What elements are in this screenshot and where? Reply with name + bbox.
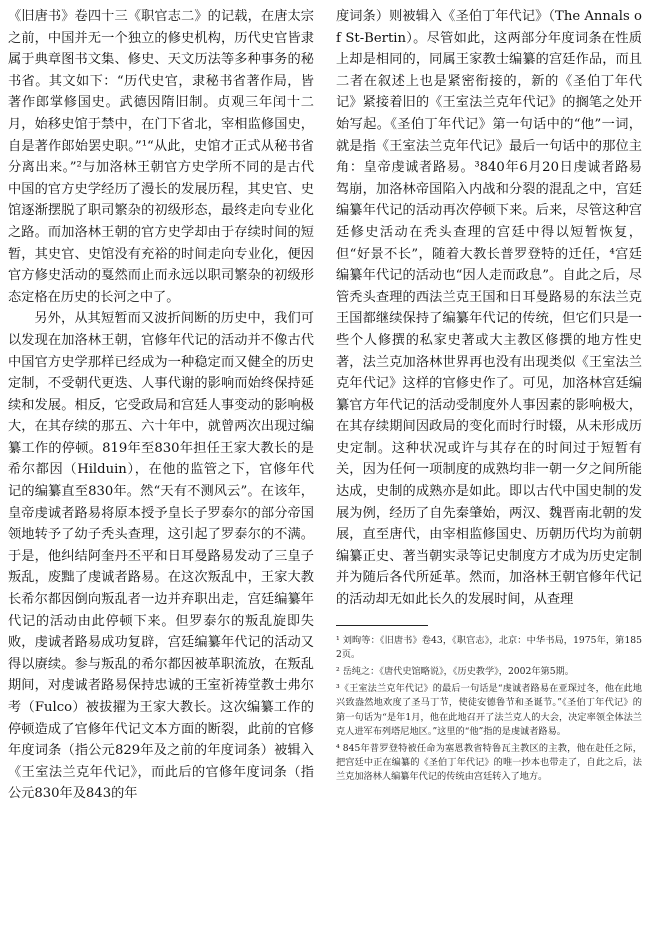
footnote-3: ³《王室法兰克年代记》的最后一句话是“虔诚者路易在亚琛过冬，他在此地兴致盎然地欢度了圣马丁节，使徒安德鲁节和圣诞节。”《圣伯丁年代记》的第一句话为“是年1月，他在此地召开了法兰克人的大会，决定率领全体法兰克人进军布列塔尼地区。”这里的“他”指的是虔诚者路易。	[336, 683, 642, 737]
paragraph: 《旧唐书》卷四十三《职官志二》的记载，在唐太宗之前，中国并无一个独立的修史机构，历代史官皆隶属于典章图书文集、修史、天文历法等多种事务的秘书省。其文如下：“历代史官，隶秘书省著作局，皆著作郎掌修国史。武德因隋旧制。贞观三年闰十二月，始移史馆于禁中，在门下省北，宰相监修国史，自是著作郎始罢史职。”¹“从此，史馆才正式从秘书省分离出来。”²与加洛林王朝官方史学所不同的是古代中国的官方史学经历了漫长的发展历程，其史官、史馆逐渐摆脱了职司繁杂的初级形态，最终走向专业化之路。而加洛林王朝的官方史学却由于存续时间的短暂，其史官、史馆没有充裕的时间走向专业化，便因官方修史活动的戛然而止而永远以职司繁杂的初级形态定格在历史的长河之中了。	[8, 9, 314, 305]
left-column	[8, 6, 314, 805]
footnote-2: ² 岳纯之：《唐代史馆略说》，《历史教学》，2002年第5期。	[336, 666, 574, 678]
footnote-1: ¹ 刘昫等：《旧唐书》卷43，《职官志》，北京：中华书局，1975年，第1852页。	[336, 634, 642, 660]
footnotes	[336, 634, 642, 785]
paragraph: 另外，从其短暂而又波折间断的历史中，我们可以发现在加洛林王朝，官修年代记的活动并不像古代中国官方史学那样已经成为一种稳定而又健全的历史定制，不受朝代更迭、人事代谢的影响而始终保持延续和发展。相反，它受政局和宫廷人事变动的影响极大，在其存续的那五、六十年中，就曾两次出现过编纂工作的停顿。819年至830年担任王家大教长的是希尔都因（Hilduin），在他的监管之下，官修年代记的编纂直至830年。然“天有不测风云”。在该年，皇帝虔诚者路易将原本授予皇长子罗泰尔的部分帝国领地转予了幼子秃头查理，这引起了罗泰尔的不满。于是，他纠结阿奎丹丕平和日耳曼路易发动了三皇子叛乱，废黜了虔诚者路易。在这次叛乱中，王家大教长希尔都因倒向叛乱者一边并弃职出走，宫廷编纂年代记的活动由此停顿下来。但罗泰尔的叛乱旋即失败，虔诚者路易成功复辟，宫廷编纂年代记的活动又得以赓续。参与叛乱的希尔都因被革职流放，在叛乱期间，对虔诚者路易保持忠诚的王室祈祷堂教士弗尔考（Fulco）被拔擢为王家大教长。这次编纂工作的停顿造成了官修年代记文本方面的断裂，此前的官修年度词条（指公元829年及之前的年度词条）被辑入《王室法兰克年代记》，而此后的官修年度词条（指公元830年及843的年	[8, 311, 314, 802]
footnote-4: ⁴ 845年普罗登特被任命为塞恩教省特鲁瓦主教区的主教，他在赴任之际，把宫廷中正在编纂的《圣伯丁年代记》的唯一抄本也带走了，自此之后，法兰克加洛林人编纂年代记的传统由宫廷转入了地方。	[336, 743, 642, 783]
footnote-divider	[336, 625, 428, 626]
right-column	[336, 6, 642, 788]
paragraph: 度词条）则被辑入《圣伯丁年代记》（The Annals of St-Bertin）。尽管如此，这两部分年度词条在性质上却是相同的，同属王家教士编纂的宫廷作品，而且二者在叙述上也是紧密衔接的，新的《圣伯丁年代记》紧接着旧的《王室法兰克年代记》的搁笔之处开始写起。《圣伯丁年代记》第一句话中的“他”一词，就是指《王室法兰克年代记》最后一句话中的那位主角：皇帝虔诚者路易。³840年6月20日虔诚者路易驾崩，加洛林帝国陷入内战和分裂的混乱之中，宫廷编纂年代记的活动再次停顿下来。后来，尽管这种宫廷修史活动在秃头查理的宫廷中得以短暂恢复，但“好景不长”，随着大教长普罗登特的迁任，⁴宫廷编纂年代记的活动也“因人走而政息”。自此之后，尽管秃头查理的西法兰克王国和日耳曼路易的东法兰克王国都继续保持了编纂年代记的传统，但它们只是一些个人修撰的私家史著或大主教区修撰的地方性史著，法兰克加洛林世界再也没有出现类似《王室法兰克年代记》这样的官修史作了。可见，加洛林宫廷编纂官方年代记的活动受制度外人事因素的影响极大，在其存续期间因政局的变化而时行时辍，从未形成历史定制。这种状况或许与其存在的时间过于短暂有关，因为任何一项制度的成熟均非一朝一夕之间所能达成，史制的成熟亦是如此。即以古代中国史制的发展为例，经历了自先秦肇始，两汉、魏晋南北朝的发展，直至唐代，由宰相监修国史、历朝历代均为前朝编纂正史、著当朝实录等记史制度方才成为历史定制并为随后各代所延革。然而，加洛林王朝官修年代记的活动却无如此长久的发展时间，从查理	[336, 9, 642, 608]
